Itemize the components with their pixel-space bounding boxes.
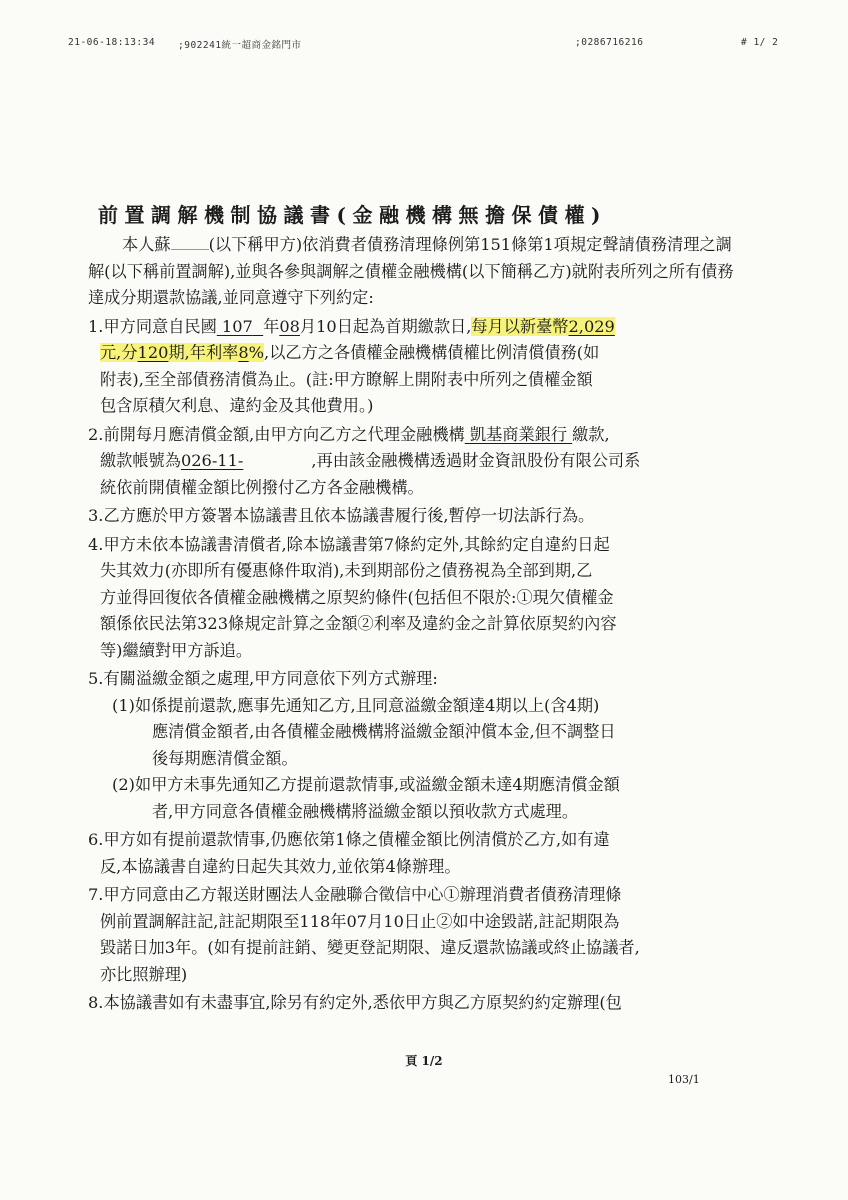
start-month: 08	[279, 316, 300, 336]
clause-2: 2.前開每月應清償金額,由甲方向乙方之代理金融機構 凱基商業銀行 繳款, 繳款帳號為026-11- ,再由該金融機構透過財金資訊股份有限公司系 統依前開債權金額比例撥付乙方各金融機構。	[88, 424, 641, 497]
clause-1-note: (註:甲方瞭解上開附表中所列之債權金額	[305, 369, 593, 389]
fax-phone: ;0286716216	[575, 37, 644, 48]
clause-5: 5.有關溢繳金額之處理,甲方同意依下列方式辦理: (1)如係提前還款,應事先通知乙方,且同意溢繳金額達4期以上(含4期) 應清償金額者,由各債權金融機構將溢繳金額沖償本金,但不調整日 後每期應清償金額。 (2)如甲方未事先通知乙方提前還款情事,或溢繳金額未達4期應清償金額 者,甲方同意各債權金融機構將溢繳金額以預收款方式處理。	[88, 666, 738, 825]
clause-8: 8.本協議書如有未盡事宜,除另有約定外,悉依甲方與乙方原契約約定辦理(包	[88, 993, 622, 1012]
form-number: 103/1	[668, 1073, 700, 1086]
clause-4: 4.甲方未依本協議書清償者,除本協議書第7條約定外,其餘約定自違約日起 失其效力(亦即所有優惠條件取消),未到期部份之債務視為全部到期,乙 方並得回復依各債權金融機構之原契約條件(包括但不限於:①現欠債權金 額係依民法第323條規定計算之金額②利率及違約金之計算依原契約內容 等)繼續對甲方訴追。	[88, 534, 617, 660]
clause-7: 7.甲方同意由乙方報送財團法人金融聯合徵信中心①辦理消費者債務清理條 例前置調解註記,註記期限至118年07月10日止②如中途毀諾,註記期限為 毀諾日加3年。(如有提前註銷、變更登記期限、違反還款協議或終止協議者, 亦比照辦理)	[88, 885, 640, 984]
intro-text: (以下稱甲方)依消費者債務清理條例第151條第1項規定聲請債務清理之調解(以下稱前置調解),並與各參與調解之債權金融機構(以下簡稱乙方)就附表所列之所有債務達成分期還款協議,並同意遵守下列約定:	[88, 235, 734, 307]
clause-6: 6.甲方如有提前還款情事,仍應依第1條之債權金額比例清償於乙方,如有違 反,本協議書自違約日起失其效力,並依第4條辦理。	[88, 830, 610, 876]
clause-5-sub-2: (2)如甲方未事先通知乙方提前還款情事,或溢繳金額未達4期應清償金額 者,甲方同意各債權金融機構將溢繳金額以預收款方式處理。	[112, 775, 620, 821]
document-body	[88, 232, 738, 1017]
redacted-name	[171, 249, 209, 250]
clause-3: 3.乙方應於甲方簽署本協議書且依本協議書履行後,暫停一切法訴行為。	[88, 506, 595, 525]
start-day: 10	[316, 316, 337, 336]
clause-1: 1.甲方同意自民國 107 年08月10日起為首期繳款日,每月以新臺幣2,029 元,分120期,年利率8%,以乙方之各債權金融機構債權比例清償債務(如 附表),至全部債務清償為止。(註:甲方瞭解上開附表中所列之債權金額 包含原積欠利息、違約金及其他費用。)	[88, 316, 615, 415]
clause-1-note-cont: 包含原積欠利息、違約金及其他費用。)	[100, 396, 374, 415]
intro-paragraph	[88, 232, 738, 312]
intro-lead: 本人	[122, 235, 155, 254]
page-number: 頁 1/2	[405, 1054, 443, 1068]
agent-bank: 凱基商業銀行	[469, 424, 568, 444]
installment-count: 120	[137, 343, 169, 362]
fax-page: # 1/ 2	[741, 37, 779, 48]
document-title: 前置調解機制協議書(金融機構無擔保債權)	[98, 203, 607, 227]
clause-5-sub-1: (1)如係提前還款,應事先通知乙方,且同意溢繳金額達4期以上(含4期) 應清償金額者,由各債權金融機構將溢繳金額沖償本金,但不調整日 後每期應清償金額。	[112, 695, 616, 768]
highlight-terms: 元,分120期,年利率8%	[100, 343, 265, 362]
highlight-payment: 每月以新臺幣2,029	[471, 316, 615, 336]
interest-rate: 8	[238, 343, 249, 362]
monthly-amount: 2,029	[568, 316, 615, 336]
payment-account: 026-11-	[180, 451, 244, 470]
fax-sender: ;902241統一超商金銘門市	[178, 40, 302, 51]
party-a-name: 蘇	[154, 235, 171, 254]
fax-datetime: 21-06-18:13:34	[68, 37, 156, 48]
start-year: 107	[221, 316, 253, 336]
